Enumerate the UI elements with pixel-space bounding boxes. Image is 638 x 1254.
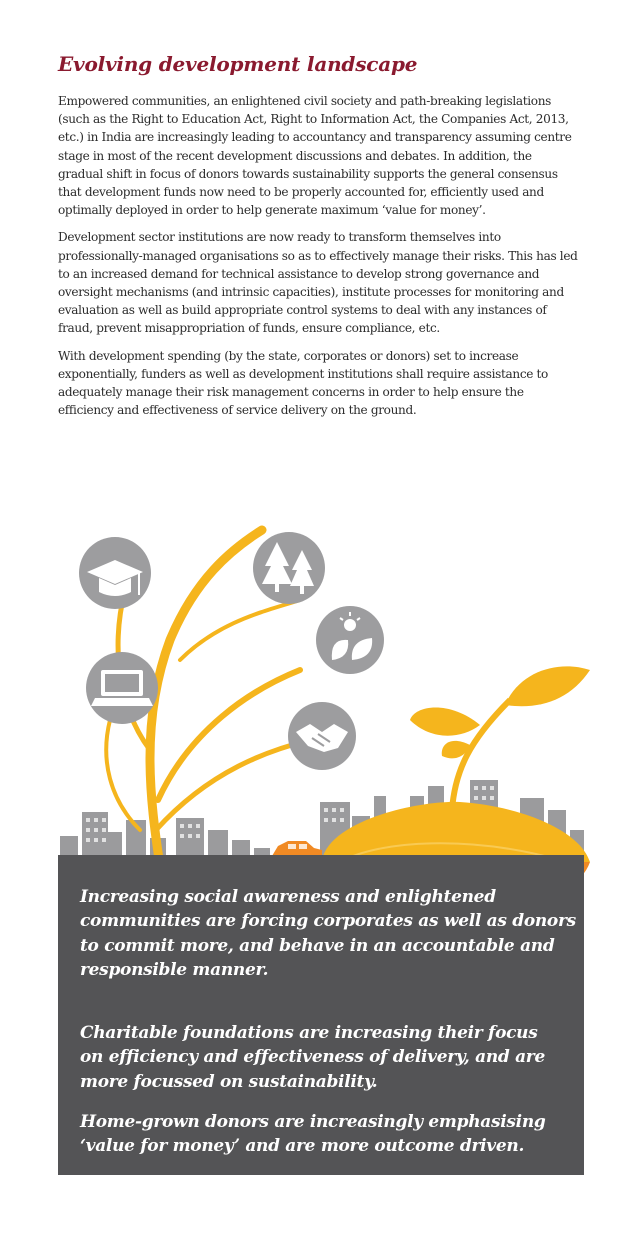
trees-icon xyxy=(253,532,325,604)
page-title: Evolving development landscape xyxy=(58,52,418,76)
quote-social-awareness: Increasing social awareness and enlightened communities are forcing corporates as well as donors to commit more, and behave in an accountable and responsible manner. xyxy=(80,887,576,981)
laptop-icon xyxy=(86,652,158,724)
paragraph-1: Empowered communities, an enlightened civil society and path-breaking legislations (such as the Right to Education Act, Right to Information Act, the Companies Act, 2013, etc.) in India are increasingly leading to accountancy and transparency assuming centre stage in most of the recent development discussions and debates. In addition, the gradual shift in focus of donors towards sustainability supports the general consensus that development funds now need to be properly accounted for, efficiently used and optimally deployed in order to help generate maximum ‘value for money’. xyxy=(58,94,572,218)
graduation-cap-icon xyxy=(79,537,151,609)
paragraph-2: Development sector institutions are now ready to transform themselves into professionally-managed organisations so as to effectively manage their risks. This has led to an increased demand for technical assistance to develop strong governance and oversight mechanisms (and intrinsic capacities), institute processes for monitoring and evaluation as well as build appropriate control systems to deal with any instances of fraud, prevent misappropriation of funds, ensure compliance, etc. xyxy=(58,230,578,336)
sun-leaf-icon xyxy=(316,606,384,674)
body-text xyxy=(58,92,578,428)
quote-home-grown-donors: Home-grown donors are increasingly emphasising ‘value for money’ and are more outcome driven. xyxy=(80,1112,546,1157)
quote-charitable-foundations: Charitable foundations are increasing their focus on efficiency and effectiveness of delivery, and are more focussed on sustainability. xyxy=(80,1023,545,1092)
handshake-icon xyxy=(288,702,356,770)
paragraph-3: With development spending (by the state, corporates or donors) set to increase exponentially, funders as well as development institutions shall require assistance to adequately manage their risk management concerns in order to help ensure the efficiency and effectiveness of service delivery on the ground. xyxy=(58,348,548,418)
